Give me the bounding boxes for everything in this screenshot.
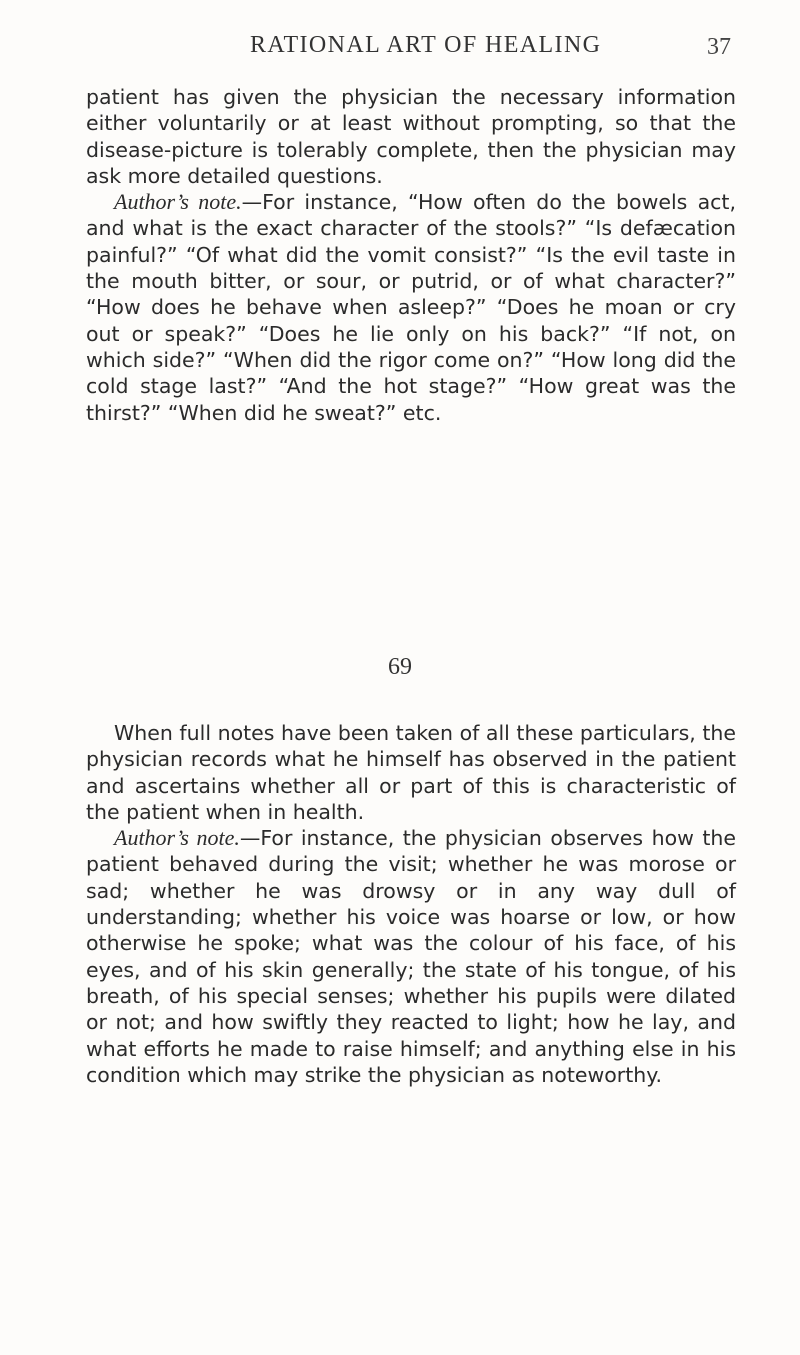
running-title: RATIONAL ART OF HEALING <box>250 32 602 58</box>
author-note-2 <box>86 825 736 1088</box>
upper-text-block <box>86 84 736 426</box>
author-note-1-text: —For instance, “How often do the bowels act, and what is the exact character of the stools?” “Is defæcation painful?” “Of what did the vomit consist?” “Is the evil taste in the mouth bitter, or sour, or putrid, or of what character?” “How does he behave when asleep?” “Does he moan or cry out or speak?” “Does he lie only on his back?” “If not, on which side?” “When did the rigor come on?” “How long did the cold stage last?” “And the hot stage?” “How great was the thirst?” “When did he sweat?” etc. <box>86 190 736 425</box>
section-69-paragraph: When full notes have been taken of all these particulars, the physician records what he himself has observed in the patient and ascertains whether all or part of this is characteristic of the patient when in health. <box>86 721 736 824</box>
author-note-2-text: —For instance, the physician observes how the patient behaved during the visit; whether he was morose or sad; whether he was drowsy or in any way dull of understanding; whether his voice was hoarse or low, or how otherwise he spoke; what was the colour of his face, of his eyes, and of his skin generally; the state of his tongue, of his breath, of his special senses; whether his pupils were dilated or not; and how swiftly they reacted to light; how he lay, and what efforts he made to raise himself; and anything else in his condition which may strike the physician as noteworthy. <box>86 826 737 1087</box>
continuation-paragraph: patient has given the physician the necessary information either voluntarily or at least without prompting, so that the disease-picture is tolerably complete, then the physician may ask more detailed questions. <box>86 85 736 188</box>
page-number: 37 <box>707 34 731 60</box>
lower-text-block <box>86 720 736 1088</box>
author-note-1 <box>86 189 736 426</box>
author-note-1-label: Author’s note. <box>114 189 242 215</box>
running-head <box>0 26 800 66</box>
section-number: 69 <box>388 654 412 680</box>
author-note-2-label: Author’s note. <box>114 825 240 851</box>
